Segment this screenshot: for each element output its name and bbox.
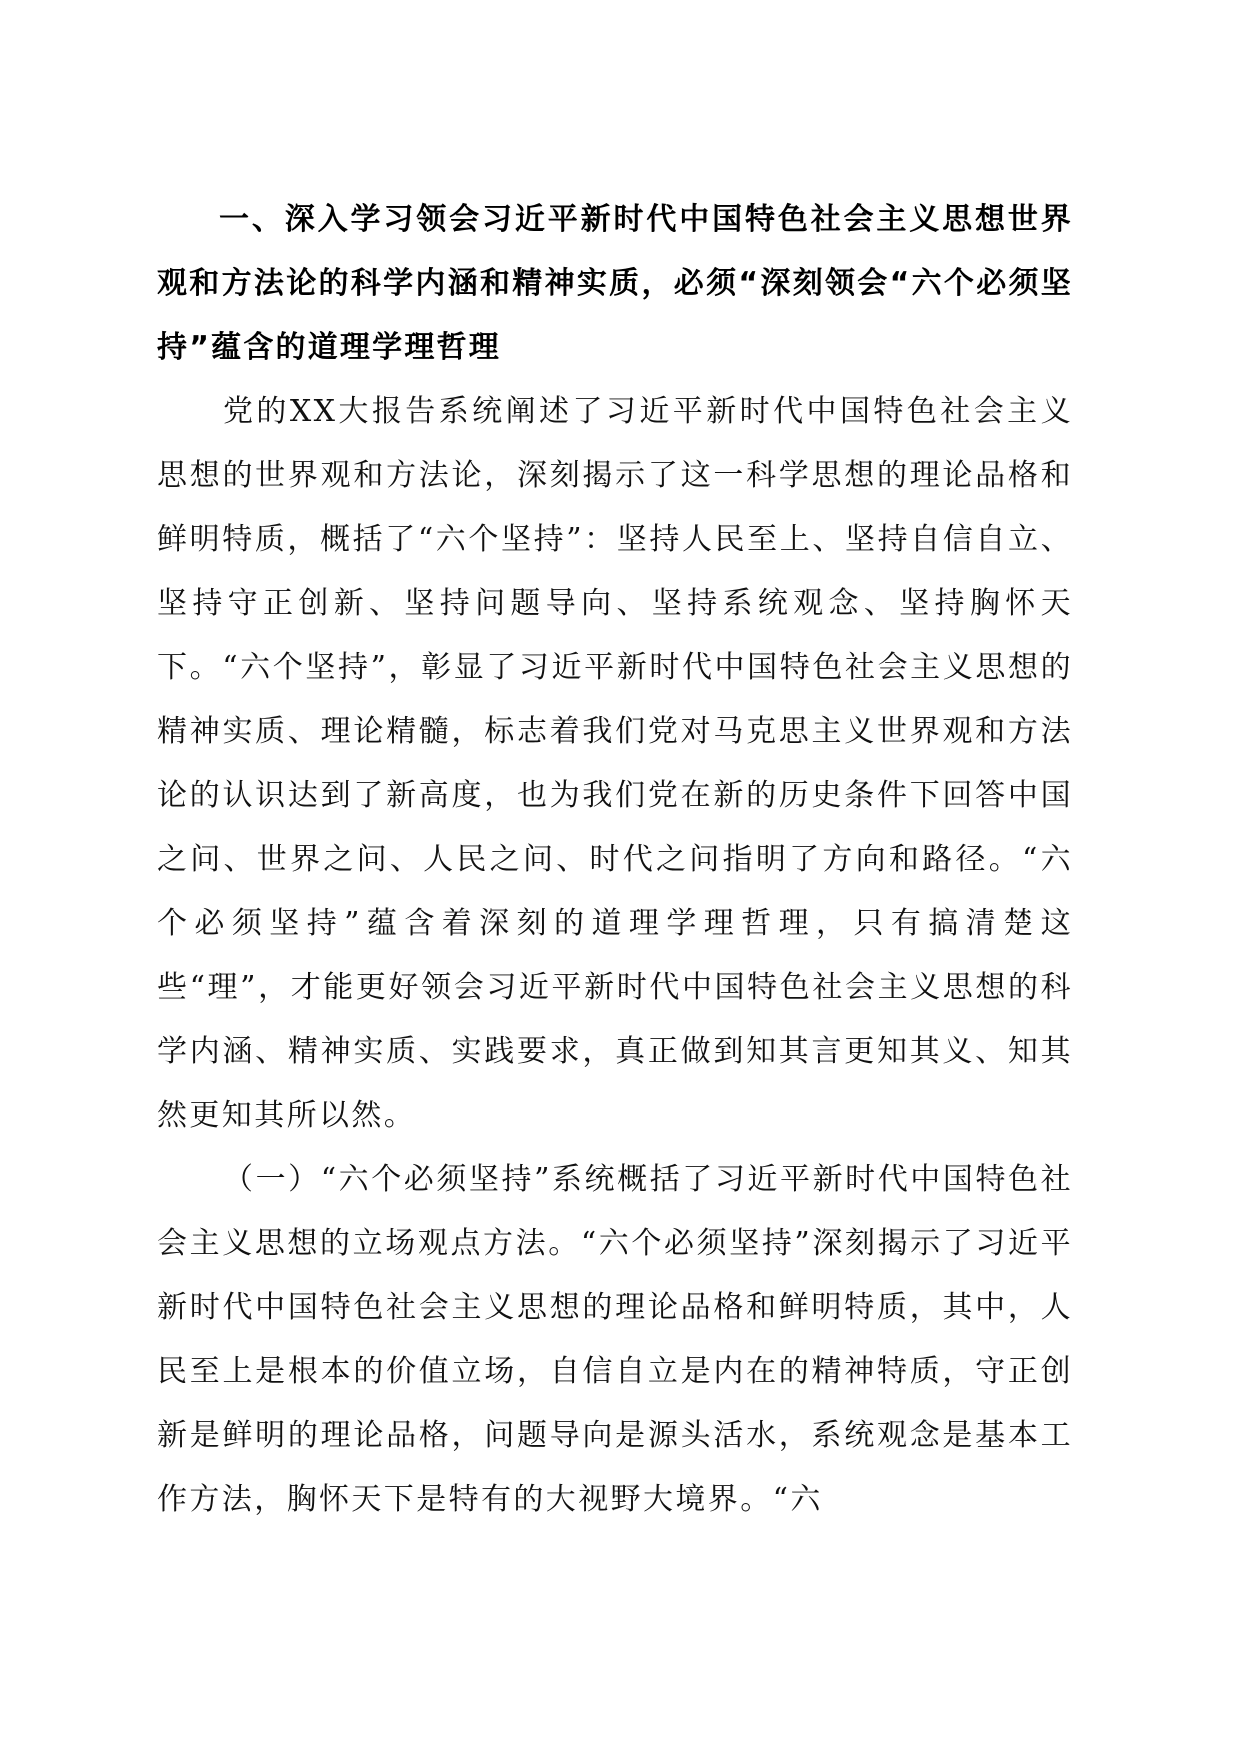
section-heading: 一、深入学习领会习近平新时代中国特色社会主义思想世界观和方法论的科学内涵和精神实质，必须“深刻领会“六个必须坚持”蕴含的道理学理哲理: [157, 202, 1073, 365]
document-body: [157, 188, 1073, 1532]
body-paragraph-2: （一）“六个必须坚持”系统概括了习近平新时代中国特色社会主义思想的立场观点方法。“六个必须坚持”深刻揭示了习近平新时代中国特色社会主义思想的理论品格和鲜明特质，其中，人民至上是根本的价值立场，自信自立是内在的精神特质，守正创新是鲜明的理论品格，问题导向是源头活水，系统观念是基本工作方法，胸怀天下是特有的大视野大境界。“六: [157, 1162, 1073, 1517]
body-paragraph-1: 党的XX大报告系统阐述了习近平新时代中国特色社会主义思想的世界观和方法论，深刻揭示了这一科学思想的理论品格和鲜明特质，概括了“六个坚持”：坚持人民至上、坚持自信自立、坚持守正创新、坚持问题导向、坚持系统观念、坚持胸怀天下。“六个坚持”，彰显了习近平新时代中国特色社会主义思想的精神实质、理论精髓，标志着我们党对马克思主义世界观和方法论的认识达到了新高度，也为我们党在新的历史条件下回答中国之问、世界之问、人民之问、时代之问指明了方向和路径。“六个必须坚持”蕴含着深刻的道理学理哲理，只有搞清楚这些“理”，才能更好领会习近平新时代中国特色社会主义思想的科学内涵、精神实质、实践要求，真正做到知其言更知其义、知其然更知其所以然。: [157, 394, 1073, 1133]
